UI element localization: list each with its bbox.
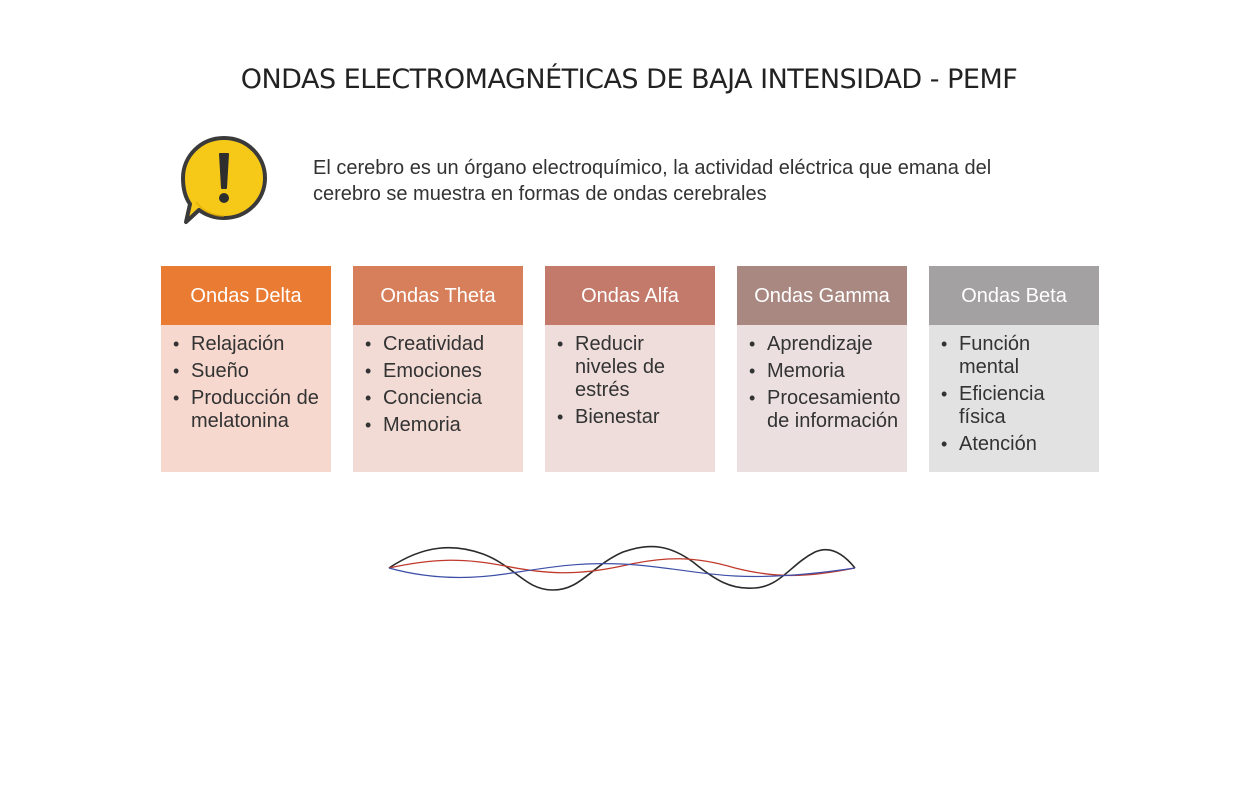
card-body (929, 325, 1099, 472)
intro-text-line-1: El cerebro es un órgano electroquímico, la actividad eléctrica que emana del (313, 157, 992, 179)
exclamation-speech-bubble-icon (176, 132, 272, 228)
intro-text (313, 155, 1103, 207)
card-list (171, 333, 323, 433)
list-item: • Creatividad (363, 333, 515, 356)
wave-illustration (385, 540, 859, 596)
list-item: • Emociones (363, 360, 515, 383)
list-item: • Relajación (171, 333, 323, 356)
list-item: • Eficiencia física (939, 383, 1091, 429)
card-beta (929, 266, 1099, 472)
list-item: • Reducir niveles de estrés (555, 333, 707, 402)
card-header: Ondas Theta (353, 266, 523, 325)
card-list (747, 333, 899, 433)
card-header: Ondas Alfa (545, 266, 715, 325)
card-body (161, 325, 331, 472)
list-item: • Producción de melatonina (171, 387, 323, 433)
card-gamma (737, 266, 907, 472)
card-header: Ondas Gamma (737, 266, 907, 325)
brain-wave-cards (161, 266, 1099, 472)
list-item: • Procesamiento de información (747, 387, 899, 433)
wave-line-red (389, 559, 855, 576)
card-header: Ondas Delta (161, 266, 331, 325)
intro-text-line-2: cerebro se muestra en formas de ondas cerebrales (313, 183, 767, 205)
card-alfa (545, 266, 715, 472)
wave-line-dark (389, 547, 855, 590)
exclamation-dot (219, 193, 229, 203)
card-body (545, 325, 715, 472)
card-delta (161, 266, 331, 472)
list-item: • Aprendizaje (747, 333, 899, 356)
card-list (939, 333, 1091, 456)
page-title: ONDAS ELECTROMAGNÉTICAS DE BAJA INTENSIDAD - PEMF (240, 64, 1018, 95)
list-item: • Atención (939, 433, 1091, 456)
exclamation-bar (220, 154, 228, 188)
card-header: Ondas Beta (929, 266, 1099, 325)
list-item: • Función mental (939, 333, 1091, 379)
card-list (555, 333, 707, 429)
card-list (363, 333, 515, 437)
card-body (353, 325, 523, 472)
list-item: • Memoria (363, 414, 515, 437)
list-item: • Conciencia (363, 387, 515, 410)
list-item: • Memoria (747, 360, 899, 383)
list-item: • Bienestar (555, 406, 707, 429)
card-body (737, 325, 907, 472)
list-item: • Sueño (171, 360, 323, 383)
card-theta (353, 266, 523, 472)
